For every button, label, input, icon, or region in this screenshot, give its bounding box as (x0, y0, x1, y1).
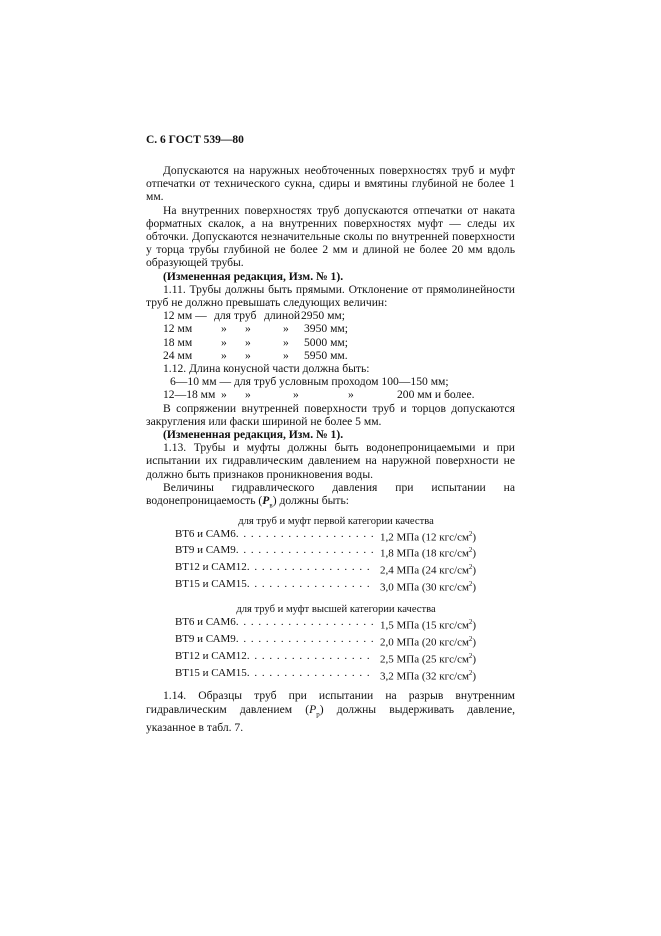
cell: » (245, 348, 251, 362)
paragraph-1-13: 1.13. Трубы и муфты должны быть водонепроницаемыми и при испытании их гидравлическим давлением на наружной поверхности не должно быть признаков проникновения воды. (146, 441, 515, 481)
grade: ВТ6 и САМ6 (175, 616, 236, 629)
value-text: 1,2 МПа (12 кгс/см (380, 531, 469, 544)
superscript: 2 (468, 651, 473, 660)
cell: » (348, 388, 354, 402)
superscript: 2 (468, 668, 473, 677)
text: ) должны быть: (272, 494, 349, 508)
value-end: ) (472, 636, 477, 649)
cell: » (245, 322, 251, 336)
page-header: С. 6 ГОСТ 539—80 (146, 134, 244, 146)
cell: 5950 мм. (304, 348, 348, 362)
value (374, 616, 486, 633)
subscript: p (316, 709, 320, 718)
value-end: ) (472, 531, 477, 544)
subscript: в (269, 501, 273, 510)
leader-dots (236, 633, 374, 650)
leader-dots (247, 650, 374, 667)
cell: » (221, 335, 227, 349)
table-row (175, 544, 486, 561)
paragraph-chamfer: В сопряжении внутренней поверхности труб и торцов допускаются закругления или фаски шириной не более 5 мм. (146, 401, 515, 428)
straightness-list (146, 309, 515, 362)
leader-dots (236, 544, 374, 561)
straightness-row (163, 349, 515, 362)
symbol: P (262, 494, 270, 508)
value (374, 578, 486, 595)
table-row (175, 667, 486, 684)
grade: ВТ15 и САМ15 (175, 578, 247, 591)
cell: 12 мм — (163, 309, 207, 323)
superscript: 2 (468, 546, 473, 555)
leader-dots (247, 667, 374, 684)
value-end: ) (472, 653, 477, 666)
cell: 5000 мм; (304, 335, 348, 349)
table-row (175, 578, 486, 595)
cone-line-2 (146, 388, 515, 401)
paragraph-1-12: 1.12. Длина конусной части должна быть: (163, 362, 370, 376)
value-end: ) (472, 581, 477, 594)
edit-note-1: (Измененная редакция, Изм. № 1). (163, 269, 344, 283)
grade: ВТ9 и САМ9 (175, 544, 236, 557)
value (374, 561, 486, 578)
table-row (175, 633, 486, 650)
cell: » (283, 322, 289, 336)
value-text: 2,5 МПа (25 кгс/см (380, 653, 469, 666)
text: ) должны выдерживать давление, указанное в табл. 7. (146, 702, 516, 735)
cell: 18 мм (163, 335, 193, 349)
value (374, 667, 486, 684)
pressure-table-first (146, 515, 486, 595)
pressure-table-highest (146, 603, 486, 683)
table-row (175, 528, 486, 545)
cell: 24 мм (163, 348, 193, 362)
cell: » (283, 335, 289, 349)
cell: для (214, 309, 232, 323)
leader-dots (247, 578, 374, 595)
cell: » (245, 335, 251, 349)
leader-dots (247, 561, 374, 578)
value (374, 528, 486, 545)
table-row (175, 616, 486, 633)
superscript: 2 (468, 529, 473, 538)
leader-dots (236, 616, 374, 633)
table-row (175, 650, 486, 667)
superscript: 2 (468, 618, 473, 627)
text: Величины гидравлического давления при испытании на водонепроницаемость ( (146, 480, 515, 508)
cell: » (293, 388, 299, 402)
grade: ВТ6 и САМ6 (175, 527, 236, 540)
value-text: 3,2 МПа (32 кгс/см (380, 670, 469, 683)
superscript: 2 (468, 563, 473, 572)
straightness-row (163, 336, 515, 349)
cell: » (221, 322, 227, 336)
value (374, 633, 486, 650)
cell: » (245, 388, 251, 402)
paragraph-1-14 (146, 689, 515, 734)
value-text: 3,0 МПа (30 кгс/см (380, 581, 469, 594)
straightness-row (163, 322, 515, 335)
grade: ВТ15 и САМ15 (175, 666, 247, 679)
cell: длиной (264, 309, 301, 323)
value-text: 2,0 МПа (20 кгс/см (380, 636, 469, 649)
cone-line-1: 6—10 мм — для труб условным проходом 100—150 мм; (170, 375, 449, 389)
cell: 12—18 мм (163, 388, 216, 402)
straightness-row (163, 309, 515, 322)
value-text: 1,5 МПа (15 кгс/см (380, 619, 469, 632)
grade: ВТ12 и САМ12 (175, 649, 247, 662)
paragraph-pressure-intro (146, 481, 515, 513)
grade: ВТ12 и САМ12 (175, 561, 247, 574)
value (374, 650, 486, 667)
edit-note-2: (Измененная редакция, Изм. № 1). (163, 428, 344, 442)
superscript: 2 (468, 580, 473, 589)
document-page (146, 134, 515, 734)
grade: ВТ9 и САМ9 (175, 632, 236, 645)
leader-dots (236, 528, 374, 545)
value-end: ) (472, 564, 477, 577)
cell: » (221, 388, 227, 402)
table-caption: для труб и муфт высшей категории качества (236, 604, 436, 616)
symbol: P (309, 702, 317, 716)
cell: 2950 мм; (301, 309, 345, 323)
value-end: ) (472, 619, 477, 632)
cell: » (283, 348, 289, 362)
value-text: 2,4 МПа (24 кгс/см (380, 564, 469, 577)
cell: 12 мм (163, 322, 193, 336)
cell: труб (234, 309, 257, 323)
value-text: 1,8 МПа (18 кгс/см (380, 548, 469, 561)
paragraph-defects-outer: Допускаются на наружных необточенных поверхностях труб и муфт отпечатки от технического сукна, сдиры и вмятины глубиной не более 1 мм. (146, 164, 515, 204)
cell: 200 мм и более. (397, 388, 475, 402)
value (374, 544, 486, 561)
superscript: 2 (468, 634, 473, 643)
text: 1.14. Образцы труб при испытании на разрыв внутренним гидравлическим давлением ( (146, 689, 515, 716)
paragraph-1-11: 1.11. Трубы должны быть прямыми. Отклонение от прямолинейности труб не должно превышать следующих величин: (146, 282, 515, 310)
value-end: ) (472, 670, 477, 683)
table-row (175, 561, 486, 578)
cell: » (221, 348, 227, 362)
cell: 3950 мм; (304, 322, 348, 336)
paragraph-defects-inner: На внутренних поверхностях труб допускаются отпечатки от наката форматных скалок, а на внутренних поверхностях муфт — следы их обточки. Допускаются незначительные сколы по внутренней поверхности у торца трубы глубиной не более 2 мм и длиной не более 20 мм вдоль образующей трубы. (146, 203, 515, 270)
value-end: ) (472, 548, 477, 561)
table-caption: для труб и муфт первой категории качества (238, 515, 434, 527)
